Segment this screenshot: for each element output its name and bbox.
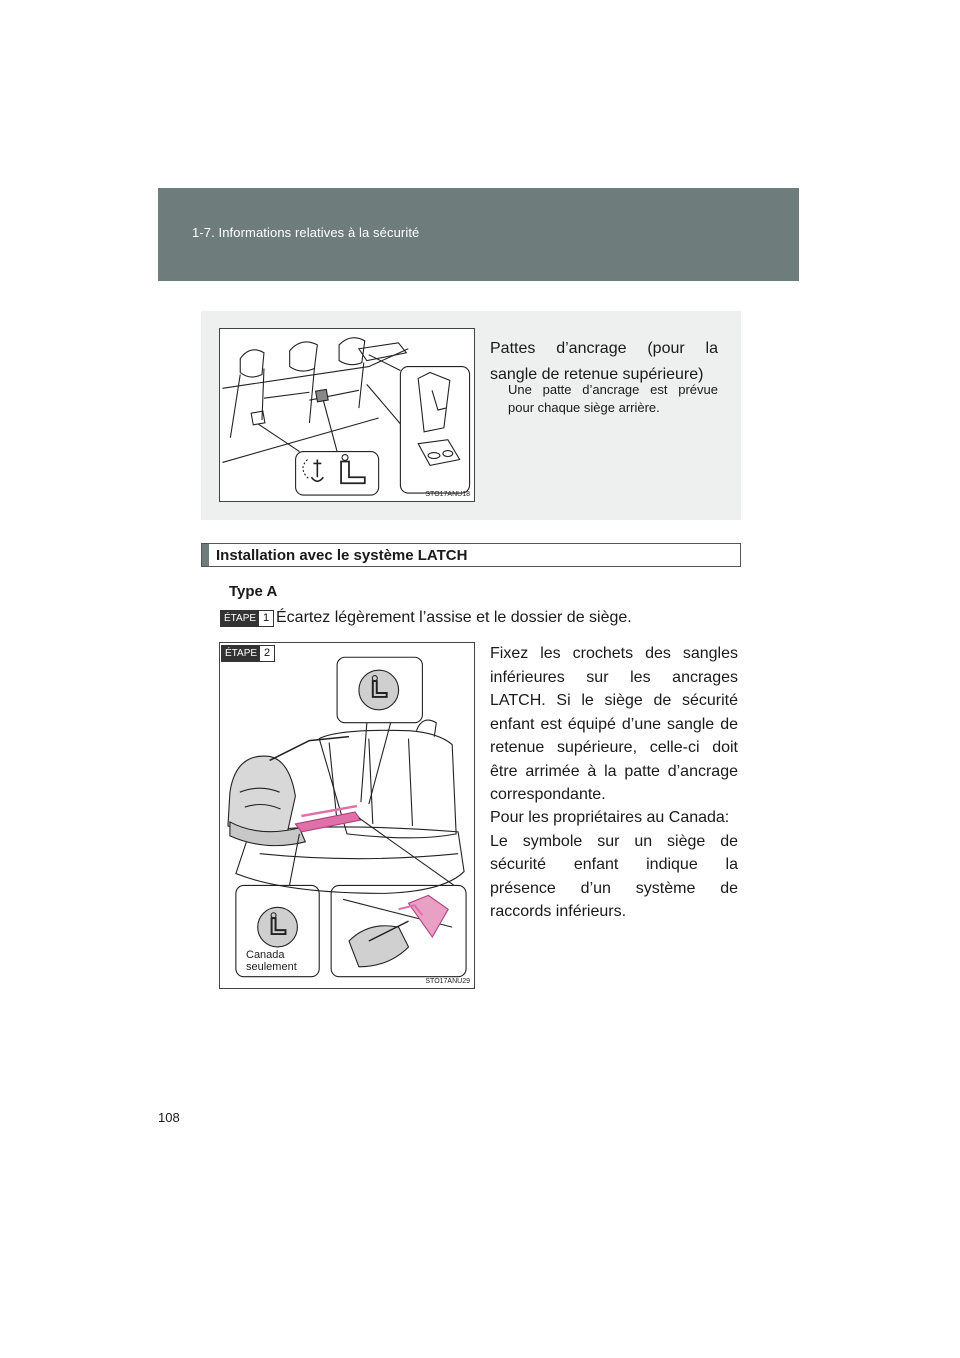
anchor-title: Pattes d’ancrage (pour la sangle de retenue supérieure) (490, 340, 718, 383)
step-1-badge (220, 610, 274, 627)
step-number: 2 (260, 646, 274, 661)
canada-text: Le symbole sur un siège de sécurité enfant indique la présence d’un système de raccords inférieurs. (490, 832, 738, 920)
section-title: Installation avec le système LATCH (216, 547, 468, 564)
page-number: 108 (158, 1110, 180, 1125)
canada-only-label (246, 949, 297, 973)
figure-code: STO17ANU29 (425, 978, 470, 985)
step-number: 1 (259, 611, 273, 626)
canada-label-line-2: seulement (246, 961, 297, 973)
section-accent (202, 544, 209, 566)
section-heading (201, 543, 741, 567)
step-word: ÉTAPE (222, 646, 260, 661)
page-header (158, 188, 799, 281)
canada-note (490, 806, 738, 924)
anchor-description: Une patte d’ancrage est prévue pour chaque siège arrière. (508, 382, 718, 415)
anchor-bracket-illustration (219, 328, 475, 502)
latch-seat-drawing (220, 643, 474, 988)
canada-heading: Pour les propriétaires au Canada: (490, 809, 730, 826)
step-2-badge (221, 645, 275, 662)
type-label: Type A (229, 583, 278, 600)
latch-installation-illustration (219, 642, 475, 989)
step-1-text: Écartez légèrement l’assise et le dossier de siège. (276, 609, 632, 626)
step-word: ÉTAPE (221, 611, 259, 626)
rear-seat-anchor-drawing (220, 329, 474, 501)
figure-code: STO17ANU18 (425, 491, 470, 498)
section-breadcrumb: 1-7. Informations relatives à la sécurité (192, 225, 420, 240)
step-2-text: Fixez les crochets des sangles inférieures sur les ancrages LATCH. Si le siège de sécurité enfant est équipé d’une sangle de retenue supérieure, celle-ci doit être arrimée à la patte d’ancrage correspondante. (490, 645, 738, 803)
canada-label-line-1: Canada (246, 949, 285, 961)
